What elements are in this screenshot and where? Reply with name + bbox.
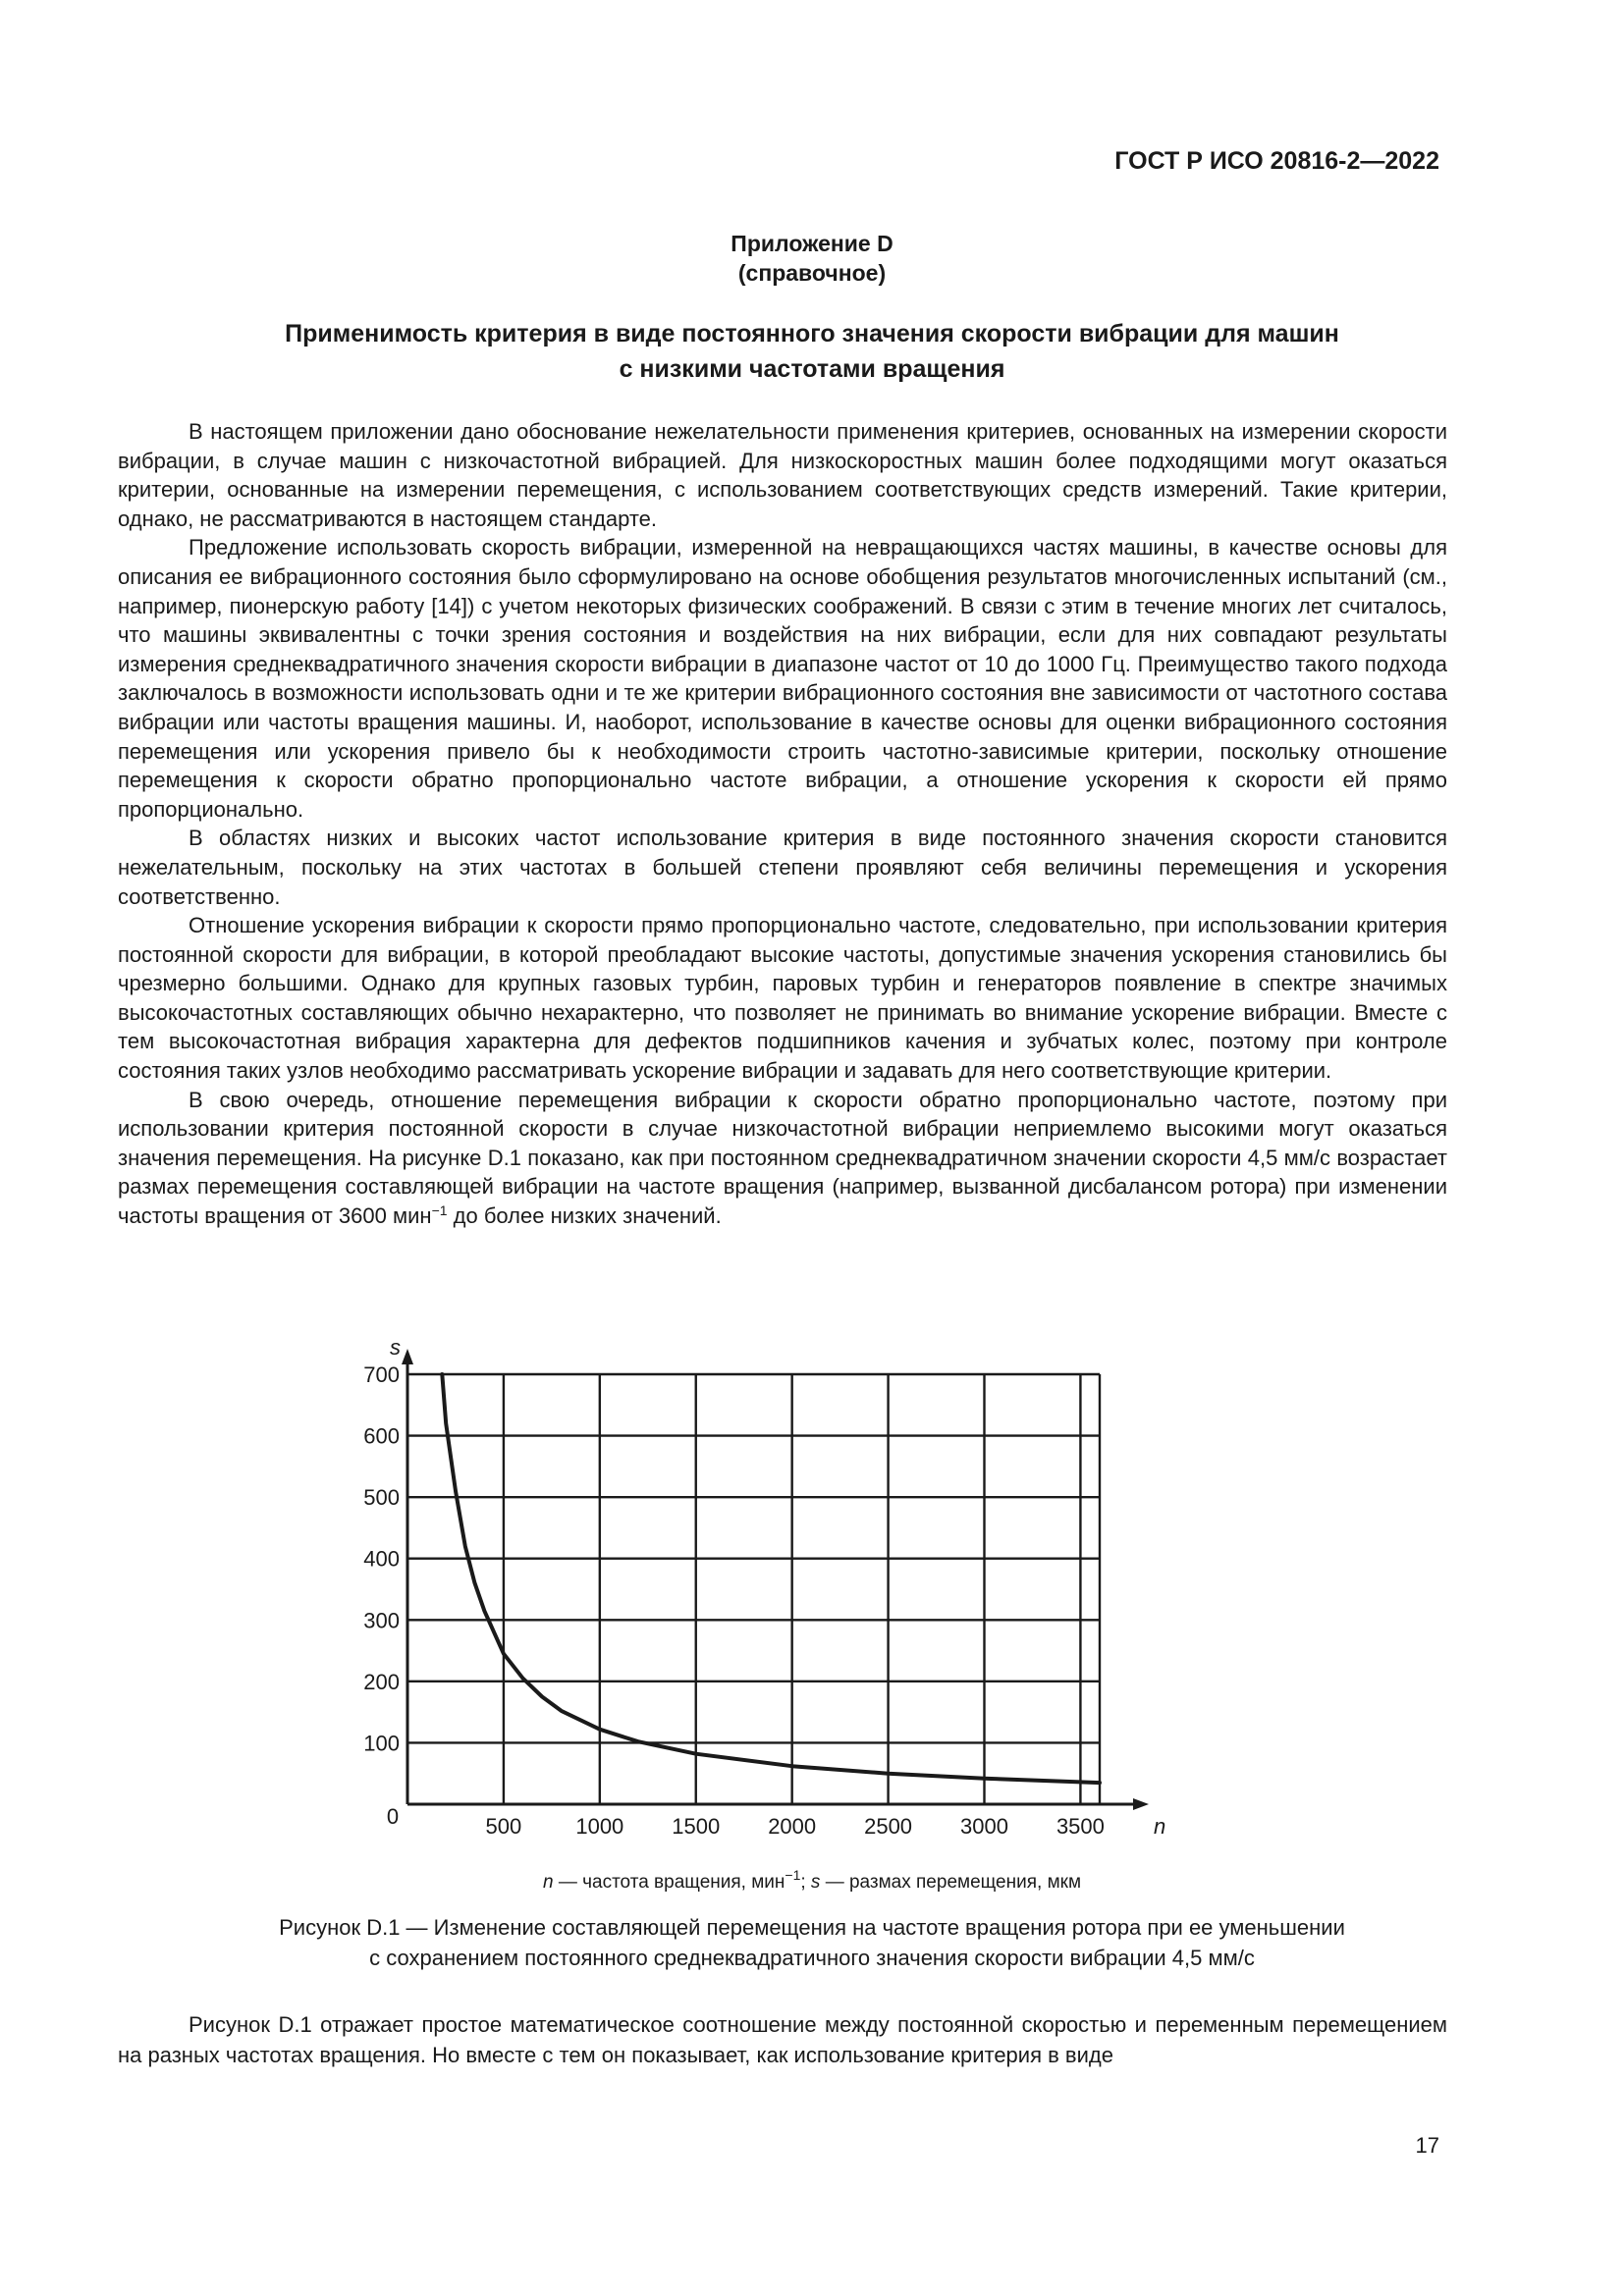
x-tick-label: 2000 [768, 1814, 817, 1839]
x-tick-label: 500 [485, 1814, 522, 1839]
heading-line-2: с низкими частотами вращения [619, 355, 1005, 383]
legend-s-var: s [810, 1872, 821, 1893]
paragraph: В настоящем приложении дано обоснование нежелательности применения критериев, основанных на измерении скорости вибрации, в случае машин с низкочастотной вибрацией. Для низкоскоростных машин более подходящими могут оказаться критерии, основанные на измерении перемещения, с использованием соответствующих средств измерений. Такие критерии, однако, не рассматриваются в настоящем стандарте. [118, 419, 1447, 531]
y-tick-label: 400 [363, 1546, 400, 1572]
caption-line-2: с сохранением постоянного среднеквадратичного значения скорости вибрации 4,5 мм/с [369, 1946, 1255, 1970]
paragraph [118, 1086, 1447, 1231]
y-tick-label: 300 [363, 1608, 400, 1633]
paragraph: Отношение ускорения вибрации к скорости прямо пропорционально частоте, следовательно, при использовании критерия постоянной скорости для вибрации, в которой преобладают высокие частоты, допустимые значения ускорения становились бы чрезмерно большими. Однако для крупных газовых турбин, паровых турбин и генераторов появление в спектре значимых высокочастотных составляющих обычно нехарактерно, что позволяет не принимать во внимание ускорение вибрации. Вместе с тем высокочастотная вибрация характерна для дефектов подшипников качения и зубчатых колес, поэтому при контроле состояния таких узлов необходимо рассматривать ускорение вибрации и задавать для него соответствующие критерии. [118, 913, 1447, 1084]
paragraph-tail: до более низких значений. [447, 1203, 722, 1229]
y-axis-arrow [402, 1349, 413, 1364]
paragraph-text: В свою очередь, отношение перемещения вибрации к скорости обратно пропорционально частоте, поэтому при использовании критерия постоянной скорости в случае низкочастотной вибрации неприемлемо высокими могут оказаться значения перемещения. На рисунке D.1 показано, как при постоянном среднеквадратичном значении скорости 4,5 мм/с возрастает размах перемещения составляющей вибрации на частоте вращения (например, вызванной дисбалансом ротора) при изменении частоты вращения от 3600 мин [118, 1087, 1447, 1229]
annex-status: (справочное) [737, 260, 887, 286]
x-axis-label: n [1154, 1814, 1166, 1839]
legend-n-var: n [542, 1872, 554, 1893]
y-tick-label: 500 [363, 1485, 400, 1511]
figure-legend [0, 1867, 1624, 1894]
y-axis-label: s [390, 1335, 401, 1360]
annex-title [0, 229, 1624, 288]
section-heading [147, 316, 1477, 387]
annex-name: Приложение D [731, 231, 893, 256]
page-number: 17 [1415, 2133, 1439, 2158]
paragraph: В областях низких и высоких частот использование критерия в виде постоянного значения скорости становится нежелательным, поскольку на этих частотах в большей степени проявляют себя величины перемещения и ускорения соответственно. [118, 826, 1447, 909]
x-tick-label: 3000 [960, 1814, 1008, 1839]
unit-exponent: −1 [431, 1202, 448, 1219]
paragraph: Рисунок D.1 отражает простое математическое соотношение между постоянной скоростью и переменным перемещением на разных частотах вращения. Но вместе с тем он показывает, как использование критерия в виде [118, 2012, 1447, 2067]
y-tick-label: 200 [363, 1669, 400, 1694]
caption-line-1: Рисунок D.1 — Изменение составляющей перемещения на частоте вращения ротора при ее уменьшении [279, 1915, 1345, 1940]
y-tick-label: 600 [363, 1423, 400, 1449]
x-tick-label: 1000 [575, 1814, 624, 1839]
legend-separator: ; [800, 1872, 811, 1893]
body-text [118, 417, 1447, 1231]
chart-figure [353, 1335, 1218, 1845]
x-tick-label: 3500 [1056, 1814, 1105, 1839]
x-axis-arrow [1133, 1798, 1149, 1810]
legend-n-exponent: −1 [785, 1867, 801, 1883]
heading-line-1: Применимость критерия в виде постоянного значения скорости вибрации для машин [285, 320, 1339, 347]
legend-n-desc: — частота вращения, мин [553, 1872, 785, 1893]
document-code: ГОСТ Р ИСО 20816-2—2022 [1114, 147, 1439, 175]
y-tick-label: 100 [363, 1731, 400, 1756]
x-tick-label: 1500 [672, 1814, 721, 1839]
body-text-continued [118, 2009, 1447, 2070]
paragraph: Предложение использовать скорость вибрации, измеренной на невращающихся частях машины, в качестве основы для описания ее вибрационного состояния было сформулировано на основе обобщения результатов многочисленных испытаний (см., например, пионерскую работу [14]) с учетом некоторых физических соображений. В связи с этим в течение многих лет считалось, что машины эквивалентны с точки зрения состояния и воздействия на них вибрации, если для них совпадают результаты измерения среднеквадратичного значения скорости вибрации в диапазоне частот от 10 до 1000 Гц. Преимущество такого подхода заключалось в возможности использовать одни и те же критерии вибрационного состояния вне зависимости от частотного состава вибрации или частоты вращения машины. И, наоборот, использование в качестве основы для оценки вибрационного состояния перемещения или ускорения привело бы к необходимости строить частотно-зависимые критерии, поскольку отношение перемещения к скорости обратно пропорционально частоте вибрации, а отношение ускорения к скорости ей прямо пропорционально. [118, 535, 1447, 822]
figure-caption [147, 1912, 1477, 1973]
legend-s-desc: — размах перемещения, мкм [820, 1872, 1082, 1893]
x-tick-label: 2500 [864, 1814, 913, 1839]
origin-label: 0 [386, 1804, 400, 1829]
displacement-chart [353, 1335, 1218, 1845]
y-tick-label: 700 [363, 1362, 400, 1387]
